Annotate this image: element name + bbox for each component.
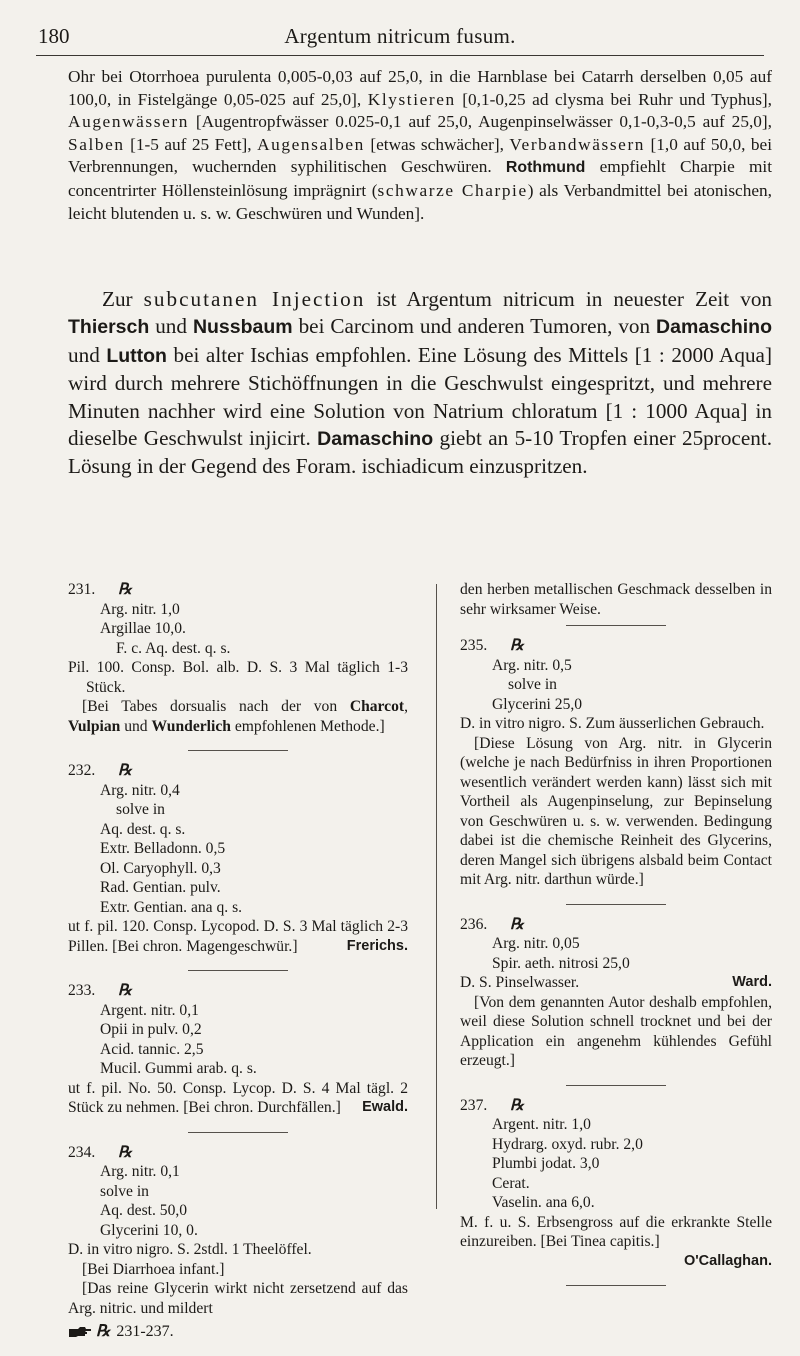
ingredient-line: Aq. dest. 50,0: [100, 1202, 188, 1219]
recipe-note: [Bei Diarrhoea infant.]: [82, 1260, 225, 1278]
recipe-231: [68, 580, 408, 736]
recipe-separator: [188, 1132, 288, 1133]
recipe-note: [Von dem genannten Autor deshalb empfohlen, weil diese Solution schnell trocknet und bei der Application ein angenehm kühlendes Gefühl erzeugt.]: [460, 993, 772, 1069]
ingredient-line: Extr. Gentian. ana q. s.: [100, 898, 243, 916]
ingredient-line: Glycerini 25,0: [492, 695, 583, 713]
recipe-instruction: D. in vitro nigro. S. Zum äusserlichen Gebrauch.: [460, 715, 765, 732]
ingredient-line: Mucil. Gummi arab. q. s.: [100, 1060, 257, 1077]
ingredient-line: Acid. tannic. 2,5: [100, 1040, 204, 1058]
recipe-number: 234.: [68, 1143, 96, 1161]
intro-paragraph: Ohr bei Otorrhoea purulenta 0,005-0,03 auf 25,0, in die Harnblase bei Catarrh derselben 0,05 auf 100,0, in Fistelgänge 0,05-025 auf 25,0], Klystieren [0,1-0,25 ad clysma bei Ruhr und Typhus], Augenwässern [Augentropfwässer 0.025-0,1 auf 25,0, Augenpinselwässer 0,1-0,3-0,5 auf 25,0], Salben [1-5 auf 25 Fett], Augensalben [etwas schwächer], Verbandwässern [1,0 auf 50,0, bei Verbrennungen, wuchernden syphilitischen Geschwüren. Rothmund empfiehlt Charpie mit concentrirter Höllensteinlösung imprägnirt (schwarze Charpie) als Verbandmittel bei atonischen, leicht blutenden u. s. w. Geschwüren und Wunden].: [68, 67, 773, 223]
running-title: Argentum nitricum fusum.: [284, 24, 516, 48]
recipe-note: ut f. pil. No. 50. Consp. Lycop. D. S. 4 Mal tägl. 2 Stück zu nehmen. [Bei chron. Durchfällen.] Ewald.: [68, 1079, 408, 1116]
left-column: [68, 580, 408, 1356]
ingredient-line: Ol. Caryophyll. 0,3: [100, 859, 221, 877]
recipe-note: M. f. u. S. Erbsengross auf die erkrankte Stelle einzureiben. [Bei Tinea capitis.]: [460, 1213, 772, 1250]
author-frerichs: Frerichs.: [346, 937, 408, 954]
ingredient-line: Arg. nitr. 0,5: [492, 656, 572, 674]
ingredient-line: Arg. nitr. 0,4: [100, 781, 180, 799]
cross-reference: ℞ 231-237.: [68, 1322, 408, 1342]
recipe-number: 236.: [460, 915, 488, 933]
injection-paragraph: Zur subcutanen Injection ist Argentum nitricum in neuester Zeit von Thiersch und Nussbaum bei Carcinom und anderen Tumoren, von Damaschino und Lutton bei alter Ischias empfohlen. Eine Lösung des Mittels [1 : 2000 Aqua] wird durch mehrere Stichöffnungen in die Geschwulst eingespritzt, und mehrere Minuten nachher wird eine Solution von Natrium chloratum [1 : 1000 Aqua] in dieselbe Geschwulst injicirt. Damaschino giebt an 5-10 Tropfen einer 25procent. Lösung in der Gegend des Foram. ischiadicum einzuspritzen.: [68, 287, 773, 479]
ingredient-line: Opii in pulv. 0,2: [100, 1021, 202, 1038]
recipe-separator: [566, 625, 666, 626]
ingredient-line: Argent. nitr. 0,1: [100, 1001, 199, 1019]
ingredient-line: Aq. dest. q. s.: [100, 820, 186, 838]
ingredient-line: Arg. nitr. 1,0: [100, 600, 180, 618]
recipe-note: ut f. pil. 120. Consp. Lycopod. D. S. 3 Mal täglich 2-3 Pillen. [Bei chron. Magengeschwür.] Frerichs.: [68, 918, 408, 955]
ingredient-line: Cerat.: [492, 1174, 530, 1192]
recipe-symbol: ℞: [510, 1096, 524, 1114]
name-nussbaum: Nussbaum: [192, 316, 293, 339]
column-divider: [436, 584, 437, 1209]
page-header: [0, 24, 800, 54]
recipe-235: [460, 636, 772, 890]
recipe-symbol: ℞: [118, 762, 132, 779]
recipe-note: [Das reine Glycerin wirkt nicht zersetzend auf das Arg. nitric. und mildert: [68, 1280, 408, 1317]
ingredient-line: Plumbi jodat. 3,0: [492, 1155, 600, 1172]
name-damaschino: Damaschino: [656, 316, 772, 339]
ingredient-line: Argillae 10,0.: [100, 620, 186, 637]
ingredient-line: Hydrarg. oxyd. rubr. 2,0: [492, 1135, 643, 1153]
recipe-note: [Bei Tabes dorsualis nach der von Charcot, Vulpian und Wunderlich empfohlenen Methode.]: [68, 698, 408, 735]
recipe-number: 233.: [68, 982, 96, 999]
name-damaschino-2: Damaschino: [317, 428, 434, 451]
name-thiersch: Thiersch: [68, 316, 150, 339]
recipe-symbol: ℞: [118, 982, 132, 999]
right-column: [460, 580, 772, 1296]
recipe-separator: [566, 1285, 666, 1286]
recipe-number: 237.: [460, 1096, 488, 1114]
pointing-hand-icon: [68, 1326, 92, 1338]
recipe-symbol: ℞: [118, 581, 132, 598]
ingredient-line: Argent. nitr. 1,0: [492, 1116, 591, 1133]
recipe-number: 235.: [460, 637, 488, 654]
recipe-instruction: D. S. Pinselwasser. Ward.: [460, 974, 772, 991]
ingredient-line: solve in: [508, 676, 557, 693]
recipe-number: 231.: [68, 581, 96, 598]
recipe-232: [68, 761, 408, 956]
ingredient-line: Vaselin. ana 6,0.: [492, 1194, 595, 1211]
author-ewald: Ewald.: [362, 1099, 408, 1115]
recipe-separator: [566, 1085, 666, 1086]
ingredient-line: Arg. nitr. 0,1: [100, 1163, 180, 1180]
recipe-symbol: ℞: [510, 637, 524, 654]
recipe-separator: [566, 904, 666, 905]
ingredient-line: Rad. Gentian. pulv.: [100, 879, 221, 896]
term-subcutanen-injection: subcutanen Injection: [143, 287, 366, 311]
page-number: 180: [38, 24, 70, 48]
recipe-symbol: ℞: [510, 915, 524, 933]
ingredient-line: solve in: [100, 1182, 149, 1200]
author-ocallaghan: O'Callaghan.: [683, 1252, 772, 1269]
recipe-number: 232.: [68, 762, 96, 779]
recipe-instruction: Pil. 100. Consp. Bol. alb. D. S. 3 Mal täglich 1-3 Stück.: [68, 659, 408, 696]
name-lutton: Lutton: [106, 344, 167, 367]
name-rothmund: Rothmund: [505, 159, 586, 177]
recipe-236: [460, 915, 772, 1071]
author-ward: Ward.: [732, 974, 772, 990]
recipe-separator: [188, 970, 288, 971]
recipe-note: [Diese Lösung von Arg. nitr. in Glycerin (welche je nach Bedürfniss in ihren Proportionen wesentlich verändert werden kann) lässt sich mit Vortheil als Augenpinselung, zur Bepinselung von Geschwüren u. s. w. verwenden. Bedingung dabei ist die chemische Reinheit des Glycerins, deren Mangel sich übrigens alsbald beim Contact mit Arg. nitr. darthun würde.]: [460, 734, 772, 888]
term-augensalben: Augensalben: [257, 134, 365, 154]
term-augenwaessern: Augenwässern: [68, 112, 189, 132]
header-rule: [36, 55, 764, 56]
term-salben: Salben: [68, 134, 125, 154]
recipe-234: [68, 1143, 408, 1342]
ingredient-line: Extr. Belladonn. 0,5: [100, 840, 226, 857]
ingredient-line: solve in: [116, 801, 165, 818]
term-charpie: schwarze Charpie: [377, 180, 528, 200]
term-verbandwaessern: Verbandwässern: [509, 134, 646, 154]
recipe-symbol: ℞: [118, 1143, 132, 1161]
ingredient-line: F. c. Aq. dest. q. s.: [116, 639, 231, 657]
ingredient-line: Arg. nitr. 0,05: [492, 935, 580, 952]
ingredient-line: Spir. aeth. nitrosi 25,0: [492, 954, 630, 972]
ingredient-line: Glycerini 10, 0.: [100, 1221, 198, 1239]
recipe-instruction: D. in vitro nigro. S. 2stdl. 1 Theelöffel.: [68, 1241, 312, 1258]
recipe-separator: [188, 750, 288, 751]
recipe-233: [68, 981, 408, 1118]
term-klystieren: Klystieren: [367, 89, 456, 109]
continued-note: den herben metallischen Geschmack desselben in sehr wirksamer Weise.: [460, 581, 772, 618]
